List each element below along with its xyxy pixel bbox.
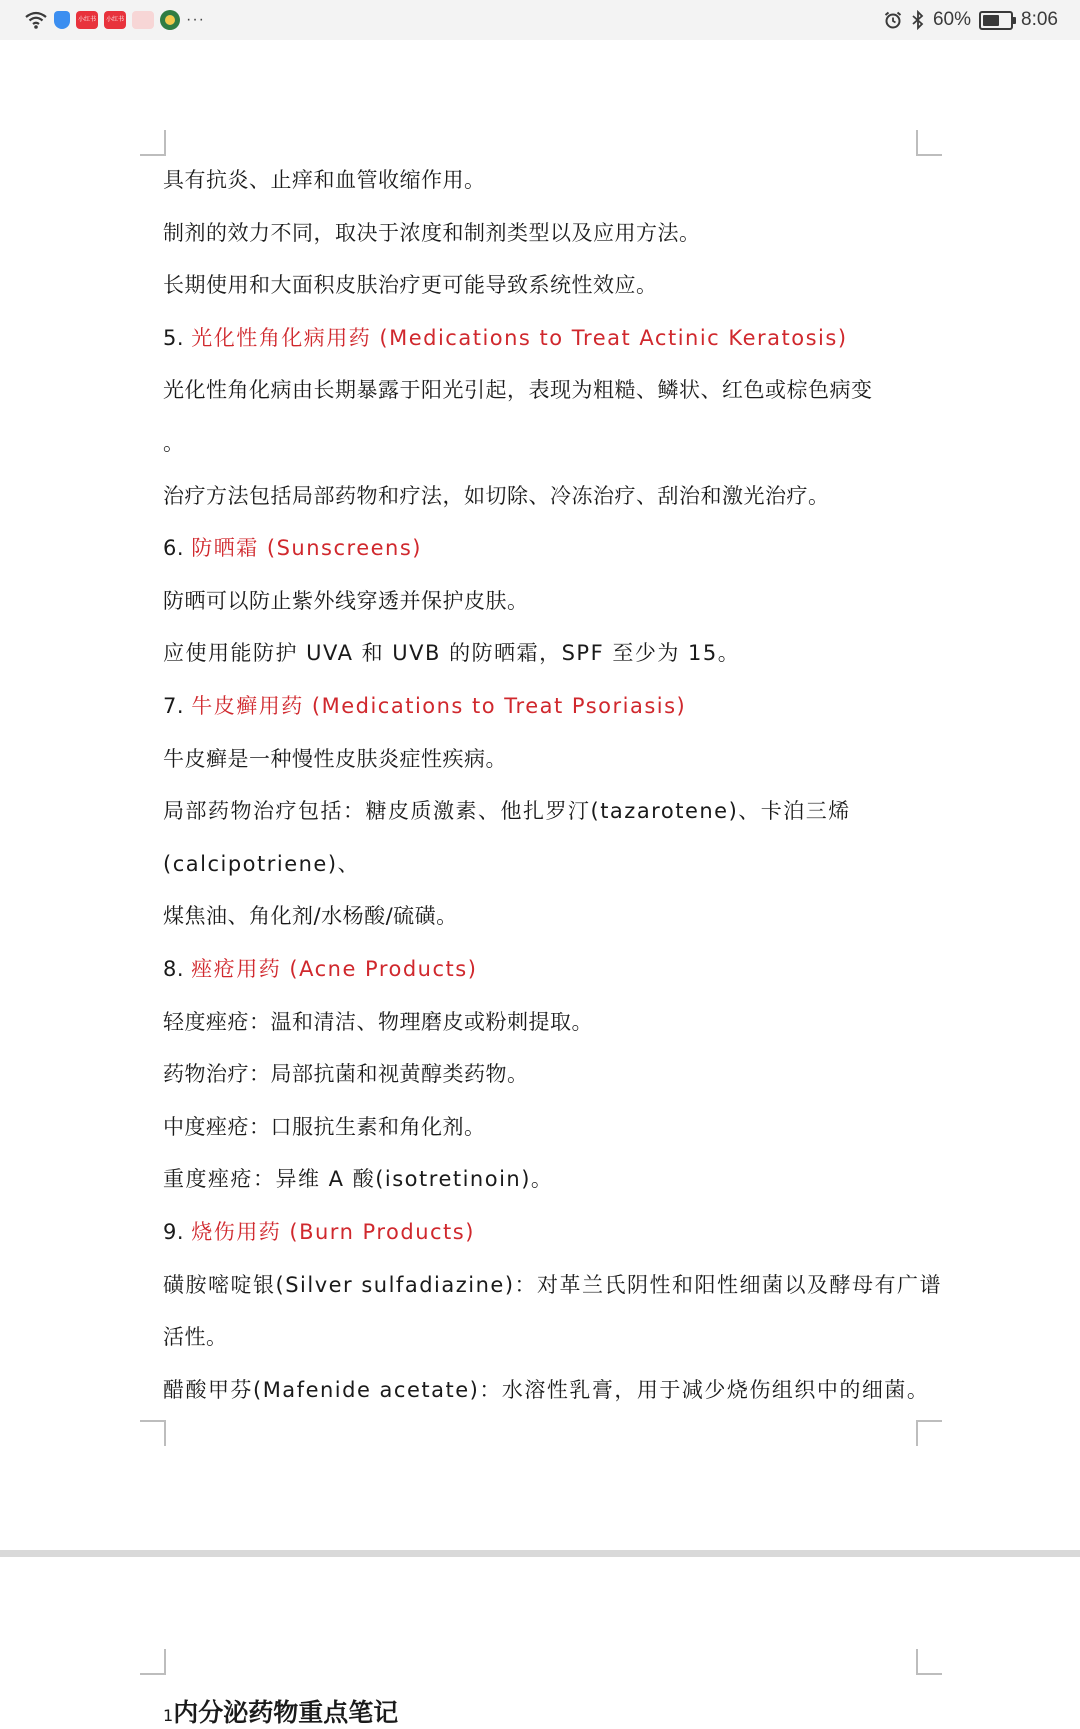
paragraph-line: 活性。	[163, 1325, 228, 1349]
section-heading	[163, 691, 686, 721]
alarm-icon	[883, 10, 903, 30]
paragraph-line: 醋酸甲芬(Mafenide acetate)：水溶性乳膏，用于减少烧伤组织中的细菌。	[163, 1378, 930, 1402]
section-heading-number: 5.	[163, 326, 192, 350]
wifi-icon	[24, 10, 48, 30]
document-page-2[interactable]	[0, 1557, 1080, 1728]
battery-level-fill	[983, 15, 999, 26]
section-heading-number: 9.	[163, 1220, 192, 1244]
app-notification-icon[interactable]	[132, 11, 154, 29]
section-heading-number: 7.	[163, 694, 192, 718]
page-corner-mark-top-right	[916, 1649, 942, 1675]
paragraph-line: 局部药物治疗包括：糖皮质激素、他扎罗汀(tazarotene)、卡泊三烯	[163, 799, 851, 823]
status-bar-left	[24, 8, 205, 32]
battery-percent: 60%	[932, 9, 972, 30]
section-heading	[163, 533, 422, 563]
paragraph-line: (calcipotriene)、	[163, 852, 361, 876]
paragraph-line: 中度痤疮：口服抗生素和角化剂。	[163, 1115, 486, 1139]
page-corner-mark-top-left	[140, 1649, 166, 1675]
section-heading-text: 防晒霜 (Sunscreens)	[191, 536, 422, 560]
paragraph-line: 煤焦油、角化剂/水杨酸/硫磺。	[163, 904, 458, 928]
paragraph-line: 长期使用和大面积皮肤治疗更可能导致系统性效应。	[163, 273, 658, 297]
section-heading	[163, 1217, 475, 1247]
paragraph-line: 光化性角化病由长期暴露于阳光引起，表现为粗糙、鳞状、红色或棕色病变	[163, 378, 873, 402]
document-page-1[interactable]	[0, 40, 1080, 1550]
page-corner-mark-top-right	[916, 130, 942, 156]
section-heading-text: 牛皮癣用药 (Medications to Treat Psoriasis)	[191, 694, 687, 718]
paragraph-line: 磺胺嘧啶银(Silver sulfadiazine)：对革兰氏阴性和阳性细菌以及酵母有广谱	[163, 1273, 943, 1297]
page-corner-mark-bottom-left	[140, 1420, 166, 1446]
page-corner-mark-top-left	[140, 130, 166, 156]
section-title-number: 1	[163, 1706, 174, 1725]
bluetooth-icon	[911, 10, 925, 30]
section-heading-text: 光化性角化病用药 (Medications to Treat Actinic Keratosis)	[191, 326, 848, 350]
status-bar	[0, 0, 1080, 40]
paragraph-line: 药物治疗：局部抗菌和视黄醇类药物。	[163, 1062, 529, 1086]
paragraph-line: 重度痤疮：异维 A 酸(isotretinoin)。	[163, 1167, 554, 1191]
xiaohongshu-app-icon-2[interactable]: 小红书	[104, 11, 126, 29]
battery-icon	[979, 11, 1013, 30]
clock-time: 8:06	[1021, 9, 1058, 30]
more-notifications-icon[interactable]: ···	[186, 11, 205, 28]
section-heading-number: 6.	[163, 536, 192, 560]
paragraph-line: 应使用能防护 UVA 和 UVB 的防晒霜，SPF 至少为 15。	[163, 641, 741, 665]
section-heading	[163, 954, 477, 984]
paragraph-line: 具有抗炎、止痒和血管收缩作用。	[163, 168, 486, 192]
paragraph-line: 轻度痤疮：温和清洁、物理磨皮或粉刺提取。	[163, 1010, 593, 1034]
browser-app-icon[interactable]	[160, 10, 180, 30]
status-bar-right	[883, 8, 1058, 32]
section-heading	[163, 323, 848, 353]
section-title-text: 内分泌药物重点笔记	[173, 1698, 399, 1727]
paragraph-line: 牛皮癣是一种慢性皮肤炎症性疾病。	[163, 747, 507, 771]
security-shield-icon[interactable]	[54, 11, 70, 29]
section-heading-text: 痤疮用药 (Acne Products)	[191, 957, 478, 981]
section-heading-text: 烧伤用药 (Burn Products)	[191, 1220, 475, 1244]
section-heading-number: 8.	[163, 957, 192, 981]
paragraph-line: 。	[163, 431, 185, 455]
paragraph-line: 治疗方法包括局部药物和疗法，如切除、冷冻治疗、刮治和激光治疗。	[163, 484, 830, 508]
page-divider	[0, 1550, 1080, 1557]
xiaohongshu-app-icon[interactable]: 小红书	[76, 11, 98, 29]
paragraph-line: 制剂的效力不同，取决于浓度和制剂类型以及应用方法。	[163, 221, 701, 245]
paragraph-line: 防晒可以防止紫外线穿透并保护皮肤。	[163, 589, 529, 613]
section-title	[163, 1693, 398, 1729]
page-corner-mark-bottom-right	[916, 1420, 942, 1446]
